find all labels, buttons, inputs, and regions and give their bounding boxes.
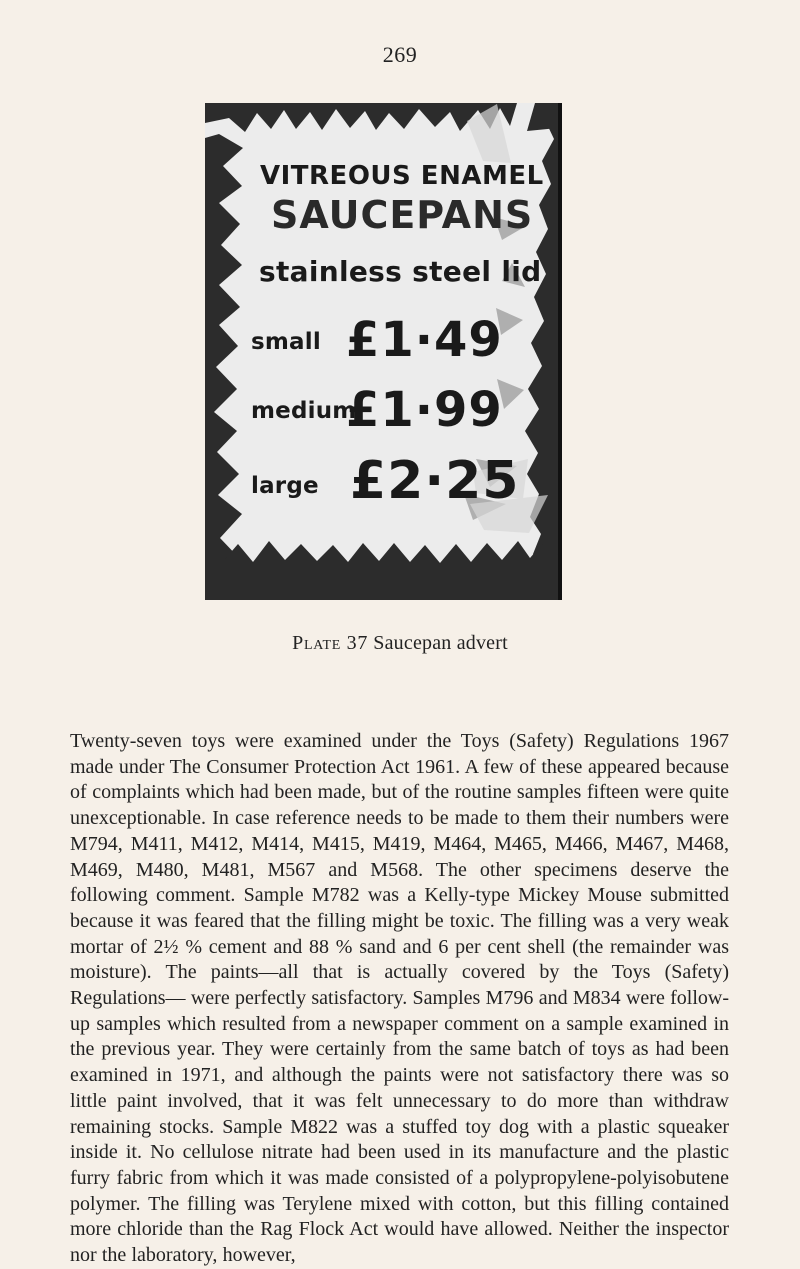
price-small: £1·49 — [346, 312, 503, 368]
advert-headline-vitreous-enamel: VITREOUS ENAMEL — [260, 161, 544, 191]
size-label-medium: medium — [251, 398, 357, 424]
saucepan-advert-plate — [205, 103, 562, 600]
figure-caption — [0, 632, 800, 655]
advert-lid-text: stainless steel lid — [259, 255, 542, 288]
size-label-large: large — [251, 473, 319, 499]
plate-label: Plate 37 — [292, 632, 369, 654]
price-large: £2·25 — [350, 451, 520, 511]
page-number: 269 — [382, 42, 418, 67]
price-medium: £1·99 — [346, 382, 503, 438]
size-label-small: small — [251, 329, 321, 355]
caption-text: Saucepan advert — [373, 632, 508, 654]
body-paragraph: Twenty-seven toys were examined under the Toys (Safety) Regulations 1967 made under The Consumer Protection Act 1961. A few of these appeared because of complaints which had been made, but of the routine samples fifteen were quite unexceptionable. In case reference needs to be made to them their numbers were M794, M411, M412, M414, M415, M419, M464, M465, M466, M467, M468, M469, M480, M481, M567 and M568. The other specimens deserve the following comment. Sample M782 was a Kelly-type Mickey Mouse submitted because it was feared that the filling might be toxic. The filling was a very weak mortar of 2½ % cement and 88 % sand and 6 per cent shell (the remainder was moisture). The paints—all that is actually covered by the Toys (Safety) Regulations— were perfectly satisfactory. Samples M796 and M834 were follow-up samples which resulted from a newspaper comment on a sample examined in the previous year. They were certainly from the same batch of toys as had been examined in 1971, and although the paints were not satisfactory there was so little paint involved, that it was felt unnecessary to do more than withdraw remaining stocks. Sample M822 was a stuffed toy dog with a plastic squeaker inside it. No cellulose nitrate had been used in its manufacture and the plastic furry fabric from which it was made consisted of a polypropylene-polyisobutene polymer. The filling was Terylene mixed with cotton, but this filling contained more chloride than the Rag Flock Act would have allowed. Neither the inspector nor the laboratory, however, — [70, 730, 729, 1267]
advert-headline-saucepans: SAUCEPANS — [271, 193, 534, 237]
